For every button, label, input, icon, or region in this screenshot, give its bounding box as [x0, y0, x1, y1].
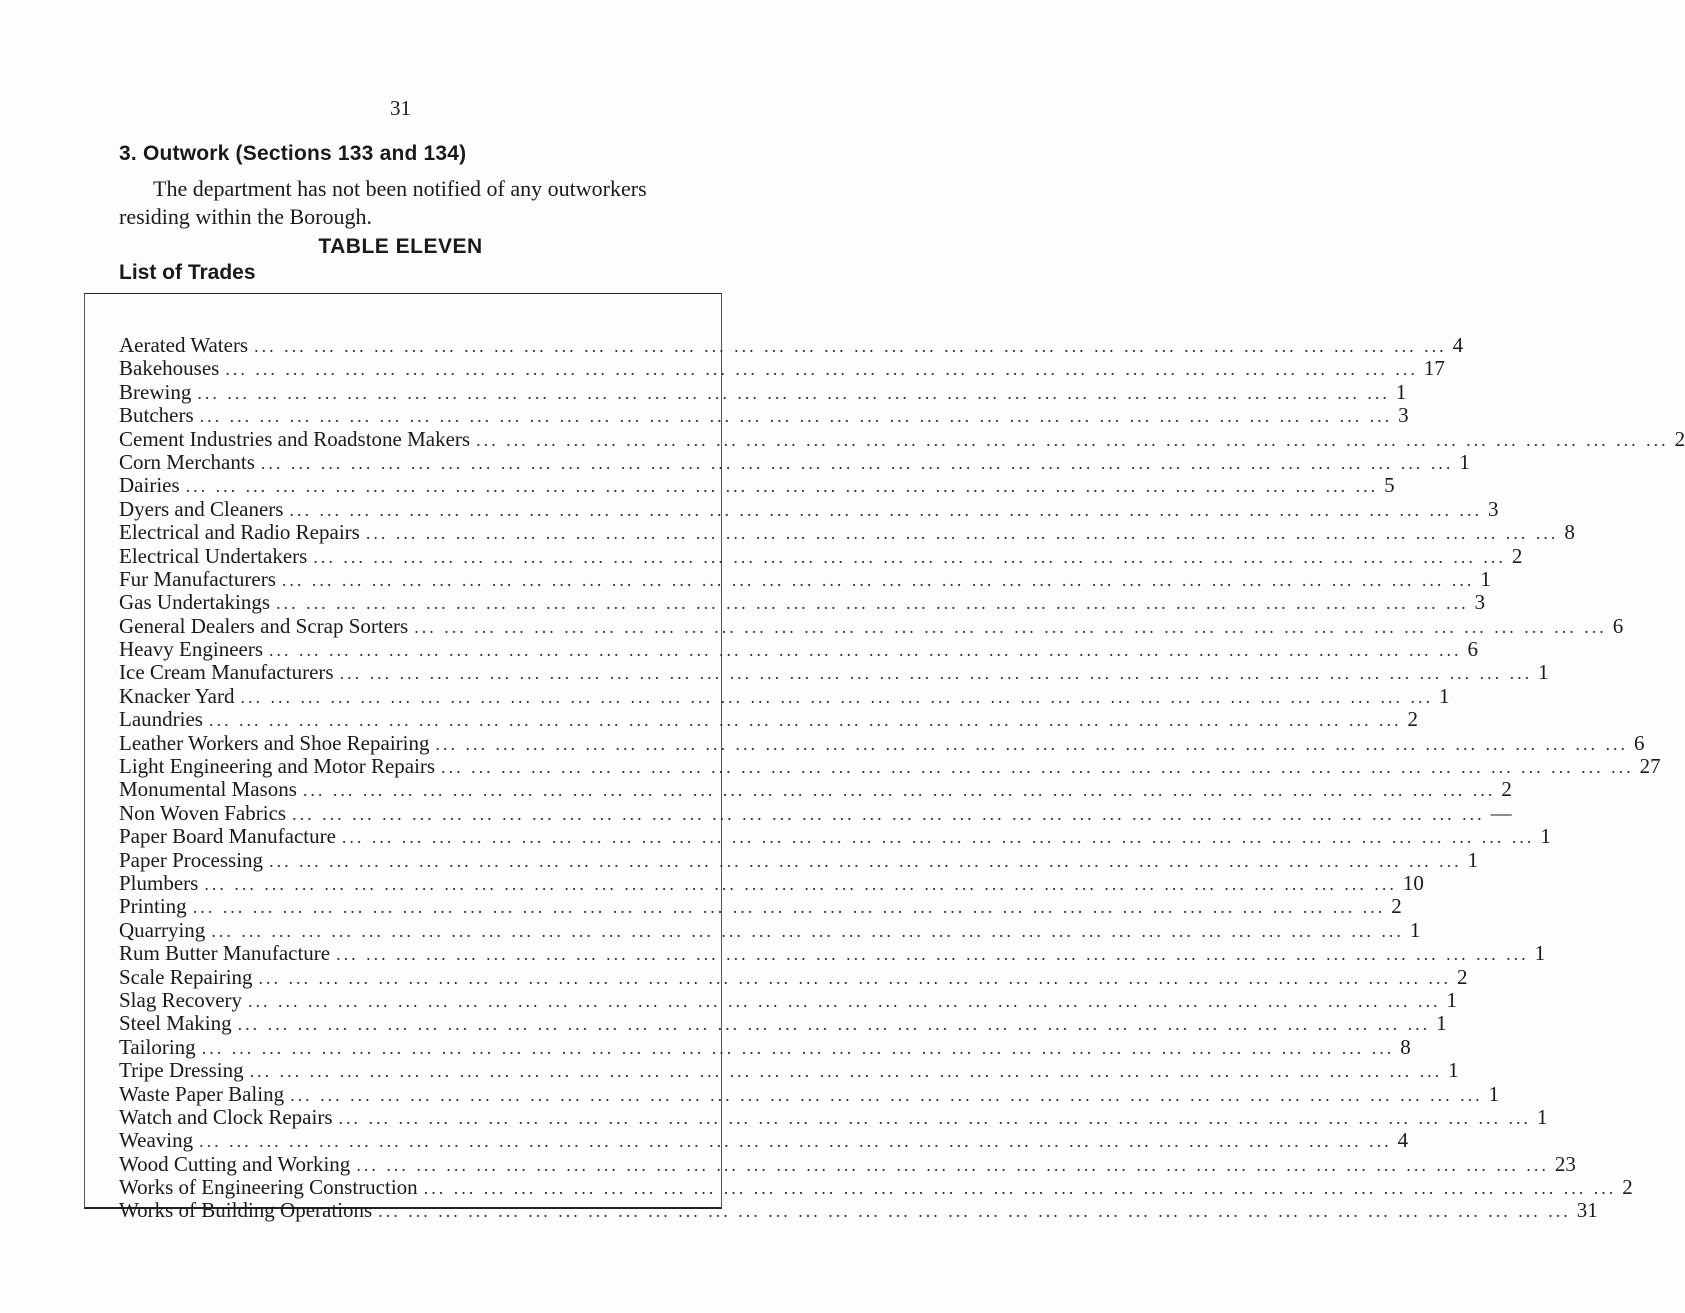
- trade-name: Brewing: [119, 379, 192, 404]
- dot-leader: ... ... ... ... ... ... ... ... ... ... ... ... ... ... ... ... ... ... ... ... ... ... ... ... ... ... ... ... ... ... ... ... ... ... ... ... ... ... ... ...: [290, 1084, 1483, 1105]
- dot-leader: ... ... ... ... ... ... ... ... ... ... ... ... ... ... ... ... ... ... ... ... ... ... ... ... ... ... ... ... ... ... ... ... ... ... ... ... ... ... ... ...: [249, 1061, 1443, 1082]
- table-row: [119, 566, 1491, 591]
- dot-leader: ... ... ... ... ... ... ... ... ... ... ... ... ... ... ... ... ... ... ... ... ... ... ... ... ... ... ... ... ... ... ... ... ... ... ... ... ... ... ... ...: [199, 406, 1393, 427]
- trade-count: 1: [1446, 987, 1458, 1012]
- trade-count: 27: [1639, 754, 1661, 779]
- table-row: [119, 449, 1470, 474]
- trade-name: Light Engineering and Motor Repairs: [119, 754, 436, 779]
- dot-leader: ... ... ... ... ... ... ... ... ... ... ... ... ... ... ... ... ... ... ... ... ... ... ... ... ... ... ... ... ... ... ... ... ... ... ... ... ... ... ... ...: [378, 1201, 1571, 1222]
- dot-leader: ... ... ... ... ... ... ... ... ... ... ... ... ... ... ... ... ... ... ... ... ... ... ... ... ... ... ... ... ... ... ... ... ... ... ... ... ... ... ... ...: [192, 897, 1386, 918]
- trade-count: 1: [1480, 566, 1491, 591]
- dot-leader: ... ... ... ... ... ... ... ... ... ... ... ... ... ... ... ... ... ... ... ... ... ... ... ... ... ... ... ... ... ... ... ... ... ... ... ... ... ... ... ...: [240, 686, 1433, 707]
- trade-name: Waste Paper Baling: [119, 1081, 285, 1106]
- dot-leader: ... ... ... ... ... ... ... ... ... ... ... ... ... ... ... ... ... ... ... ... ... ... ... ... ... ... ... ... ... ... ... ... ... ... ... ... ... ... ... ...: [302, 780, 1496, 801]
- table-row: [119, 847, 1479, 872]
- trade-count: 2: [1511, 543, 1523, 568]
- table-row: [119, 917, 1421, 942]
- trade-count: 1: [1436, 1011, 1447, 1036]
- table-row: [119, 800, 1512, 825]
- table-row: [119, 1128, 1409, 1153]
- table-row: [119, 964, 1468, 989]
- trade-name: Paper Processing: [119, 847, 264, 872]
- trade-count: 3: [1487, 496, 1499, 521]
- trade-list: [119, 333, 1685, 1223]
- page-number: 31: [390, 96, 411, 120]
- dot-leader: ... ... ... ... ... ... ... ... ... ... ... ... ... ... ... ... ... ... ... ... ... ... ... ... ... ... ... ... ... ... ... ... ... ... ... ... ... ... ... ...: [237, 1014, 1431, 1035]
- trade-count: 10: [1402, 870, 1424, 895]
- trade-name: Tailoring: [119, 1034, 196, 1059]
- trade-count: 8: [1400, 1034, 1411, 1059]
- table-row: [119, 754, 1661, 779]
- table-row: [119, 683, 1450, 708]
- trade-name: Non Woven Fabrics: [119, 800, 287, 825]
- table-row: [119, 1104, 1548, 1129]
- dot-leader: ... ... ... ... ... ... ... ... ... ... ... ... ... ... ... ... ... ... ... ... ... ... ... ... ... ... ... ... ... ... ... ... ... ... ... ... ... ... ... ...: [185, 476, 1379, 497]
- trade-name: Butchers: [119, 403, 194, 428]
- dot-leader: ... ... ... ... ... ... ... ... ... ... ... ... ... ... ... ... ... ... ... ... ... ... ... ... ... ... ... ... ... ... ... ... ... ... ... ... ... ... ... ...: [197, 382, 1390, 403]
- trade-count: 5: [1384, 473, 1395, 498]
- table-row: [119, 777, 1512, 802]
- trade-name: Bakehouses: [119, 356, 220, 381]
- trade-name: Works of Building Operations: [119, 1198, 373, 1223]
- table-row: [119, 613, 1624, 638]
- dot-leader: ... ... ... ... ... ... ... ... ... ... ... ... ... ... ... ... ... ... ... ... ... ... ... ... ... ... ... ... ... ... ... ... ... ... ... ... ... ... ... ...: [204, 873, 1397, 894]
- trade-count: 17: [1423, 356, 1445, 381]
- dot-leader: ... ... ... ... ... ... ... ... ... ... ... ... ... ... ... ... ... ... ... ... ... ... ... ... ... ... ... ... ... ... ... ... ... ... ... ... ... ... ... ...: [199, 1131, 1392, 1152]
- trade-count: 2: [1501, 777, 1512, 802]
- trade-name: Knacker Yard: [119, 683, 235, 708]
- trade-count: 2: [1457, 964, 1468, 989]
- table-row: [119, 1081, 1500, 1106]
- trade-count: 23: [1554, 1151, 1576, 1176]
- table-row: [119, 707, 1418, 732]
- trade-count: 1: [1438, 683, 1450, 708]
- dot-leader: ... ... ... ... ... ... ... ... ... ... ... ... ... ... ... ... ... ... ... ... ... ... ... ... ... ... ... ... ... ... ... ... ... ... ... ... ... ... ... ...: [281, 569, 1475, 590]
- trade-name: Electrical Undertakers: [119, 543, 308, 568]
- dot-leader: ... ... ... ... ... ... ... ... ... ... ... ... ... ... ... ... ... ... ... ... ... ... ... ... ... ... ... ... ... ... ... ... ... ... ... ... ... ... ... ...: [260, 452, 1454, 473]
- trade-name: Watch and Clock Repairs: [119, 1104, 333, 1129]
- table-row: [119, 1198, 1598, 1223]
- dot-leader: ... ... ... ... ... ... ... ... ... ... ... ... ... ... ... ... ... ... ... ... ... ... ... ... ... ... ... ... ... ... ... ... ... ... ... ... ... ... ... ...: [339, 663, 1533, 684]
- table-subtitle: List of Trades: [119, 261, 256, 284]
- dot-leader: ... ... ... ... ... ... ... ... ... ... ... ... ... ... ... ... ... ... ... ... ... ... ... ... ... ... ... ... ... ... ... ... ... ... ... ... ... ... ... ...: [441, 757, 1634, 778]
- table-row: [119, 941, 1546, 966]
- trade-name: Dairies: [119, 473, 180, 498]
- table-row: [119, 1151, 1576, 1176]
- trade-name: Works of Engineering Construction: [119, 1175, 418, 1200]
- dot-leader: ... ... ... ... ... ... ... ... ... ... ... ... ... ... ... ... ... ... ... ... ... ... ... ... ... ... ... ... ... ... ... ... ... ... ... ... ... ... ... ...: [248, 990, 1441, 1011]
- dot-leader: ... ... ... ... ... ... ... ... ... ... ... ... ... ... ... ... ... ... ... ... ... ... ... ... ... ... ... ... ... ... ... ... ... ... ... ... ... ... ... ...: [341, 827, 1535, 848]
- section-body: [119, 175, 719, 231]
- trade-count: 1: [1534, 941, 1546, 966]
- table-title: TABLE ELEVEN: [318, 235, 483, 258]
- trade-count: 4: [1397, 1128, 1409, 1153]
- trade-name: Rum Butter Manufacture: [119, 941, 331, 966]
- trade-count: 1: [1448, 1058, 1459, 1083]
- table-row: [119, 520, 1575, 545]
- dot-leader: ... ... ... ... ... ... ... ... ... ... ... ... ... ... ... ... ... ... ... ... ... ... ... ... ... ... ... ... ... ... ... ... ... ... ... ... ... ... ... ...: [208, 710, 1402, 731]
- dot-leader: ... ... ... ... ... ... ... ... ... ... ... ... ... ... ... ... ... ... ... ... ... ... ... ... ... ... ... ... ... ... ... ... ... ... ... ... ... ... ... ...: [435, 733, 1628, 754]
- trade-name: Leather Workers and Shoe Repairing: [119, 730, 430, 755]
- trade-name: General Dealers and Scrap Sorters: [119, 613, 409, 638]
- dot-leader: ... ... ... ... ... ... ... ... ... ... ... ... ... ... ... ... ... ... ... ... ... ... ... ... ... ... ... ... ... ... ... ... ... ... ... ... ... ... ... ...: [201, 1037, 1395, 1058]
- trade-count: 6: [1612, 613, 1624, 638]
- dot-leader: ... ... ... ... ... ... ... ... ... ... ... ... ... ... ... ... ... ... ... ... ... ... ... ... ... ... ... ... ... ... ... ... ... ... ... ... ... ... ... ...: [225, 359, 1418, 380]
- trade-name: Paper Board Manufacture: [119, 824, 336, 849]
- table-row: [119, 1175, 1633, 1200]
- trade-name: Slag Recovery: [119, 987, 243, 1012]
- table-row: [119, 1011, 1447, 1036]
- trade-name: Printing: [119, 894, 187, 919]
- trade-count: 1: [1488, 1081, 1500, 1106]
- table-row: [119, 356, 1445, 381]
- trade-name: Corn Merchants: [119, 449, 255, 474]
- trade-name: Weaving: [119, 1128, 194, 1153]
- trade-count: 2: [1391, 894, 1402, 919]
- dot-leader: ... ... ... ... ... ... ... ... ... ... ... ... ... ... ... ... ... ... ... ... ... ... ... ... ... ... ... ... ... ... ... ... ... ... ... ... ... ... ... ...: [336, 944, 1529, 965]
- trade-count: 8: [1564, 520, 1575, 545]
- trade-name: Gas Undertakings: [119, 590, 271, 615]
- table-row: [119, 1058, 1459, 1083]
- table-row: [119, 1034, 1411, 1059]
- trade-name: Scale Repairing: [119, 964, 253, 989]
- trade-name: Dyers and Cleaners: [119, 496, 284, 521]
- trade-count: 1: [1409, 917, 1421, 942]
- table-row: [119, 660, 1549, 685]
- section-heading: 3. Outwork (Sections 133 and 134): [119, 142, 467, 165]
- trade-count: 1: [1537, 1104, 1548, 1129]
- trade-name: Heavy Engineers: [119, 637, 264, 662]
- table-row: [119, 637, 1479, 662]
- dot-leader: ... ... ... ... ... ... ... ... ... ... ... ... ... ... ... ... ... ... ... ... ... ... ... ... ... ... ... ... ... ... ... ... ... ... ... ... ... ... ... ...: [313, 546, 1506, 567]
- table-row: [119, 543, 1523, 568]
- table-row: [119, 870, 1424, 895]
- trade-name: Plumbers: [119, 870, 199, 895]
- trade-name: Tripe Dressing: [119, 1058, 244, 1083]
- trade-count: 2: [1674, 426, 1685, 451]
- dot-leader: ... ... ... ... ... ... ... ... ... ... ... ... ... ... ... ... ... ... ... ... ... ... ... ... ... ... ... ... ... ... ... ... ... ... ... ... ... ... ... ...: [476, 429, 1669, 450]
- trade-count: 31: [1576, 1198, 1598, 1223]
- table-row: [119, 473, 1395, 498]
- trade-count: 6: [1634, 730, 1645, 755]
- trade-name: Quarrying: [119, 917, 206, 942]
- dot-leader: ... ... ... ... ... ... ... ... ... ... ... ... ... ... ... ... ... ... ... ... ... ... ... ... ... ... ... ... ... ... ... ... ... ... ... ... ... ... ... ...: [269, 640, 1462, 661]
- trade-count: 3: [1474, 590, 1486, 615]
- table-row: [119, 403, 1409, 428]
- table-row: [119, 333, 1464, 357]
- dot-leader: ... ... ... ... ... ... ... ... ... ... ... ... ... ... ... ... ... ... ... ... ... ... ... ... ... ... ... ... ... ... ... ... ... ... ... ... ... ... ... ...: [414, 616, 1607, 637]
- table-row: [119, 894, 1402, 919]
- dot-leader: ... ... ... ... ... ... ... ... ... ... ... ... ... ... ... ... ... ... ... ... ... ... ... ... ... ... ... ... ... ... ... ... ... ... ... ... ... ... ... ...: [338, 1107, 1531, 1128]
- trade-count: 1: [1538, 660, 1549, 685]
- table-row: [119, 730, 1645, 755]
- trade-name: Fur Manufacturers: [119, 566, 276, 591]
- trade-count: 2: [1407, 707, 1418, 732]
- trade-count: 3: [1398, 403, 1409, 428]
- trade-count: 1: [1395, 379, 1407, 404]
- trade-name: Steel Making: [119, 1011, 232, 1036]
- trade-count: 1: [1467, 847, 1479, 872]
- trade-count: 6: [1467, 637, 1479, 662]
- trade-count: 1: [1540, 824, 1551, 849]
- dot-leader: ... ... ... ... ... ... ... ... ... ... ... ... ... ... ... ... ... ... ... ... ... ... ... ... ... ... ... ... ... ... ... ... ... ... ... ... ... ... ... ...: [365, 523, 1559, 544]
- dot-leader: ... ... ... ... ... ... ... ... ... ... ... ... ... ... ... ... ... ... ... ... ... ... ... ... ... ... ... ... ... ... ... ... ... ... ... ... ... ... ... ...: [211, 920, 1404, 941]
- dot-leader: ... ... ... ... ... ... ... ... ... ... ... ... ... ... ... ... ... ... ... ... ... ... ... ... ... ... ... ... ... ... ... ... ... ... ... ... ... ... ... ...: [292, 803, 1485, 824]
- trade-count: 4: [1452, 333, 1464, 357]
- table-row: [119, 379, 1407, 404]
- trade-name: Electrical and Radio Repairs: [119, 520, 360, 545]
- dot-leader: ... ... ... ... ... ... ... ... ... ... ... ... ... ... ... ... ... ... ... ... ... ... ... ... ... ... ... ... ... ... ... ... ... ... ... ... ... ... ... ...: [289, 499, 1482, 520]
- dot-leader: ... ... ... ... ... ... ... ... ... ... ... ... ... ... ... ... ... ... ... ... ... ... ... ... ... ... ... ... ... ... ... ... ... ... ... ... ... ... ... ...: [356, 1154, 1549, 1175]
- table-row: [119, 426, 1685, 451]
- trade-name: Laundries: [119, 707, 203, 732]
- dot-leader: ... ... ... ... ... ... ... ... ... ... ... ... ... ... ... ... ... ... ... ... ... ... ... ... ... ... ... ... ... ... ... ... ... ... ... ... ... ... ... ...: [254, 336, 1447, 356]
- table-row: [119, 824, 1551, 849]
- table-row: [119, 987, 1458, 1012]
- dot-leader: ... ... ... ... ... ... ... ... ... ... ... ... ... ... ... ... ... ... ... ... ... ... ... ... ... ... ... ... ... ... ... ... ... ... ... ... ... ... ... ...: [258, 967, 1452, 988]
- trade-count: 2: [1622, 1175, 1633, 1200]
- table-row: [119, 496, 1499, 521]
- table-row: [119, 590, 1486, 615]
- trade-name: Cement Industries and Roadstone Makers: [119, 426, 471, 451]
- dot-leader: ... ... ... ... ... ... ... ... ... ... ... ... ... ... ... ... ... ... ... ... ... ... ... ... ... ... ... ... ... ... ... ... ... ... ... ... ... ... ... ...: [276, 593, 1469, 614]
- section-body-text: The department has not been notified of any outworkers residing within the Borough.: [119, 176, 647, 229]
- trade-name: Wood Cutting and Working: [119, 1151, 351, 1176]
- trade-count: 1: [1459, 449, 1470, 474]
- trade-name: Ice Cream Manufacturers: [119, 660, 334, 685]
- dot-leader: ... ... ... ... ... ... ... ... ... ... ... ... ... ... ... ... ... ... ... ... ... ... ... ... ... ... ... ... ... ... ... ... ... ... ... ... ... ... ... ...: [423, 1178, 1617, 1199]
- dot-leader: ... ... ... ... ... ... ... ... ... ... ... ... ... ... ... ... ... ... ... ... ... ... ... ... ... ... ... ... ... ... ... ... ... ... ... ... ... ... ... ...: [269, 850, 1462, 871]
- trade-name: Monumental Masons: [119, 777, 297, 802]
- trade-count: —: [1490, 800, 1512, 825]
- trade-name: Aerated Waters: [119, 333, 249, 357]
